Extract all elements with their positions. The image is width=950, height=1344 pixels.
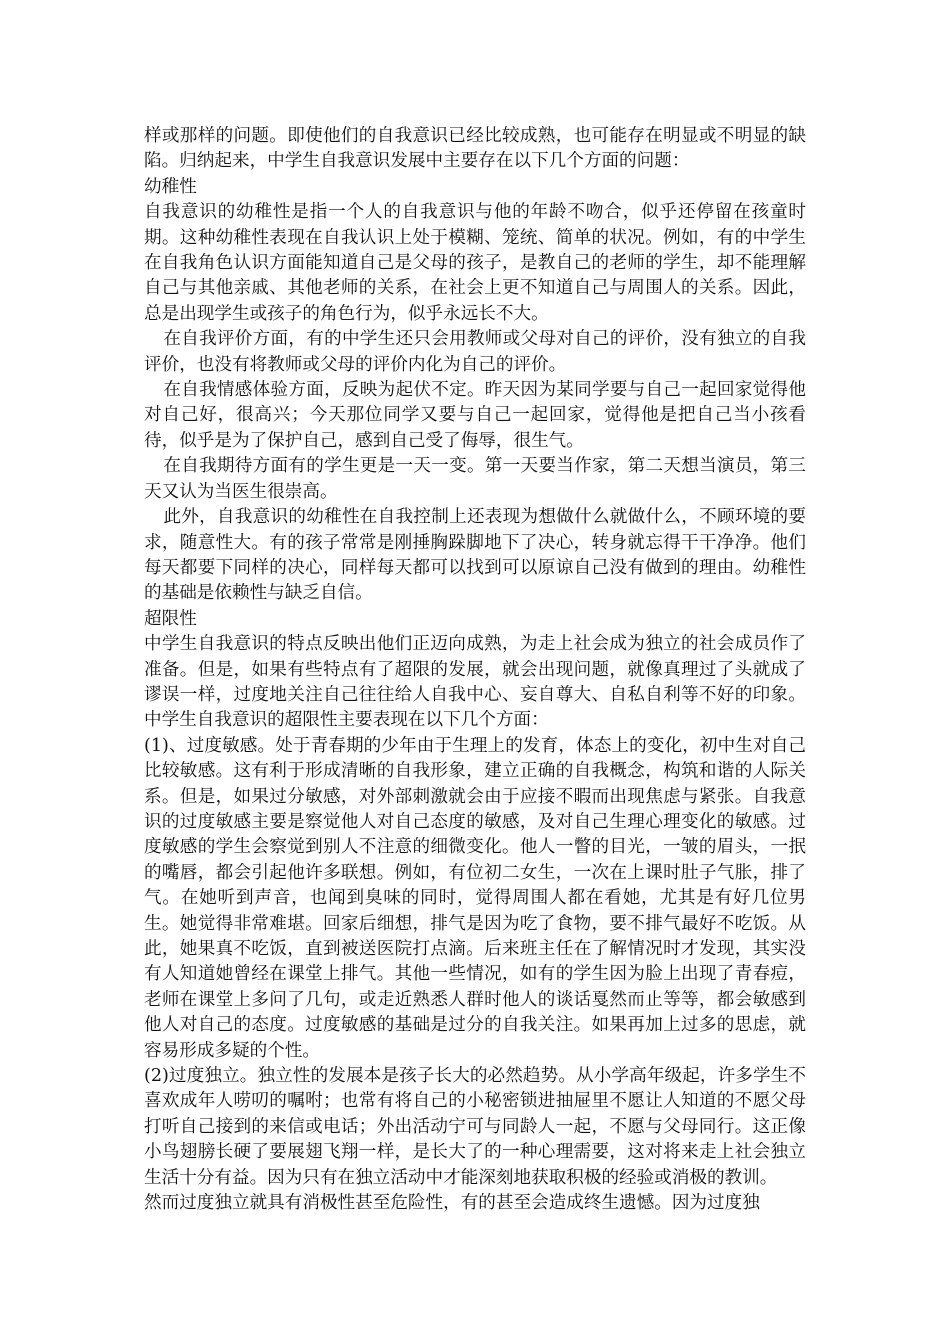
paragraph-self-control: 此外，自我意识的幼稚性在自我控制上还表现为想做什么就做什么，不顾环境的要求，随意性大。有的孩子常常是刚捶胸跺脚地下了决心，转身就忘得干干净净。他们每天都要下同样的决心，同样每天都可以找到可以原谅自己没有做到的理由。幼稚性的基础是依赖性与缺乏自信。 <box>144 507 806 604</box>
paragraph-oversensitivity: (1)、过度敏感。处于青春期的少年由于生理上的发育，体态上的变化，初中生对自己比较敏感。这有利于形成清晰的自我形象，建立正确的自我概念，构筑和谐的人际关系。但是，如果过分敏感，对外部刺激就会由于应接不暇而出现焦虑与紧张。自我意识的过度敏感主要是察觉他人对自己态度的敏感，及对自己生理心理变化的敏感。过度敏感的学生会察觉到别人不注意的细微变化。他人一瞥的目光，一皱的眉头，一抿的嘴唇，都会引起他许多联想。例如，有位初二女生，一次在上课时肚子气胀，排了气。在她听到声音，也闻到臭味的同时，觉得周围人都在看她，尤其是有好几位男生。她觉得非常难堪。回家后细想，排气是因为吃了食物，要不排气最好不吃饭。从此，她果真不吃饭，直到被送医院打点滴。后来班主任在了解情况时才发现，其实没有人知道她曾经在课堂上排气。其他一些情况，如有的学生因为脸上出现了青春痘，老师在课堂上多问了几句，或走近熟悉人群时他人的谈话戛然而止等等，都会敏感到他人对自己的态度。过度敏感的基础是过分的自我关注。如果再加上过多的思虑，就容易形成多疑的个性。 <box>144 735 806 1061</box>
paragraph-overreach-intro: 中学生自我意识的特点反映出他们正迈向成熟，为走上社会成为独立的社会成员作了准备。但是，如果有些特点有了超限的发展，就会出现问题，就像真理过了头就成了谬误一样，过度地关注自己往往给人自我中心、妄自尊大、自私自利等不好的印象。中学生自我意识的超限性主要表现在以下几个方面： <box>144 634 806 731</box>
paragraph-intro: 样或那样的问题。即使他们的自我意识已经比较成熟，也可能存在明显或不明显的缺陷。归纳起来，中学生自我意识发展中主要存在以下几个方面的问题： <box>144 126 806 172</box>
section-heading-overreach: 超限性 <box>144 608 197 629</box>
paragraph-self-evaluation: 在自我评价方面，有的中学生还只会用教师或父母对自己的评价，没有独立的自我评价，也没有将教师或父母的评价内化为自己的评价。 <box>144 329 806 375</box>
section-heading-childishness: 幼稚性 <box>144 176 197 197</box>
paragraph-self-emotion: 在自我情感体验方面，反映为起伏不定。昨天因为某同学要与自己一起回家觉得他对自己好，很高兴；今天那位同学又要与自己一起回家，觉得他是把自己当小孩看待，似乎是为了保护自己，感到自己受了侮辱，很生气。 <box>144 380 806 451</box>
paragraph-childishness-definition: 自我意识的幼稚性是指一个人的自我意识与他的年龄不吻合，似乎还停留在孩童时期。这种幼稚性表现在自我认识上处于模糊、笼统、简单的状况。例如，有的中学生在自我角色认识方面能知道自己是父母的孩子，是教自己的老师的学生，却不能理解自己与其他亲戚、其他老师的关系，在社会上更不知道自己与周围人的关系。因此，总是出现学生或孩子的角色行为，似乎永远长不大。 <box>144 202 806 324</box>
paragraph-overindependence: (2)过度独立。独立性的发展本是孩子长大的必然趋势。从小学高年级起，许多学生不喜欢成年人唠叨的嘱咐；也常有将自己的小秘密锁进抽屉里不愿让人知道的不愿父母打听自己接到的来信或电话；外出活动宁可与同龄人一起，不愿与父母同行。这正像小鸟翅膀长硬了要展翅飞翔一样，是长大了的一种心理需要，这对将来走上社会独立生活十分有益。因为只有在独立活动中才能深刻地获取积极的经验或消极的教训。 <box>144 1066 806 1188</box>
paragraph-self-expectation: 在自我期待方面有的学生更是一天一变。第一天要当作家，第二天想当演员，第三天又认为当医生很崇高。 <box>144 456 806 502</box>
document-body <box>144 124 806 1216</box>
paragraph-overindependence-risk: 然而过度独立就具有消极性甚至危险性，有的甚至会造成终生遗憾。因为过度独 <box>144 1193 760 1214</box>
